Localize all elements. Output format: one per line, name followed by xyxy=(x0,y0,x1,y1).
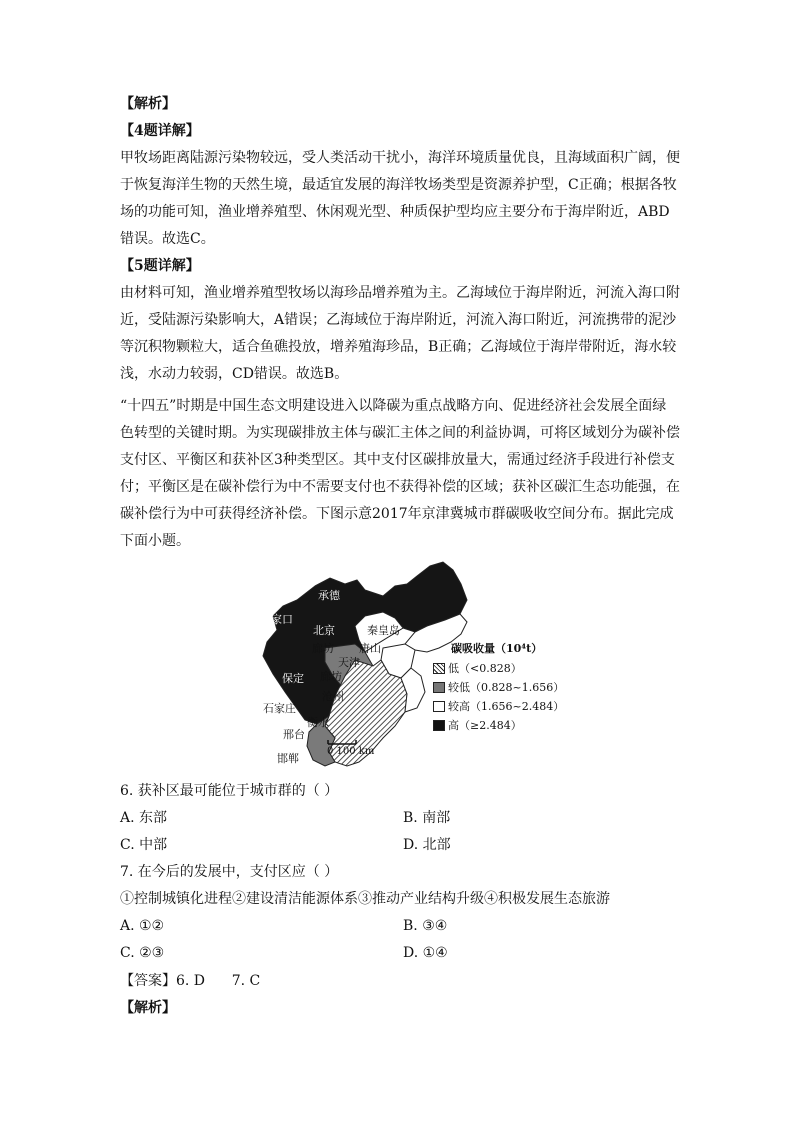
q7-option-d[interactable]: D. ①④ xyxy=(403,945,448,961)
legend-label-highish: 较高（1.656~2.484） xyxy=(448,700,565,713)
q6-option-c[interactable]: C. 中部 xyxy=(120,837,168,853)
q4-line-2: 于恢复海洋生物的天然生境，最适宜发展的海洋牧场类型是资源养护型，C正确；根据各牧 xyxy=(120,177,677,193)
q4-line-3: 场的功能可知，渔业增养殖型、休闲观光型、种质保护型均应主要分布于海岸附近，ABD xyxy=(120,204,670,220)
q6-option-d[interactable]: D. 北部 xyxy=(403,837,451,853)
analysis-heading-2: 【解析】 xyxy=(120,1000,176,1016)
q7-option-a[interactable]: A. ①② xyxy=(120,918,165,934)
legend-swatch-lowish xyxy=(433,682,445,693)
q5-line-1: 由材料可知，渔业增养殖型牧场以海珍品增养殖为主。乙海域位于海岸附近，河流入海口附 xyxy=(120,285,680,301)
q5-line-2: 近，受陆源污染影响大，A错误；乙海域位于海岸附近，河流入海口附近，河流携带的泥沙 xyxy=(120,312,677,328)
q7-stem: 7. 在今后的发展中，支付区应（ ） xyxy=(120,864,339,880)
passage-line-4: 付；平衡区是在碳补偿行为中不需要支付也不获得补偿的区域；获补区碳汇生态功能强，在 xyxy=(120,479,680,495)
passage-line-2: 色转型的关键时期。为实现碳排放主体与碳汇主体之间的利益协调，可将区域划分为碳补偿 xyxy=(120,425,680,441)
legend-item-high xyxy=(433,717,522,733)
city-shijiazhuang: 石家庄 xyxy=(263,702,296,715)
q6-stem: 6. 获补区最可能位于城市群的（ ） xyxy=(120,783,339,799)
map-scale-label: 0 100 km xyxy=(327,746,375,757)
q7-option-c[interactable]: C. ②③ xyxy=(120,945,165,961)
city-tianjin: 天津 xyxy=(338,656,360,669)
q5-line-4: 浅，水动力较弱，CD错误。故选B。 xyxy=(120,366,349,382)
passage-line-1: “十四五”时期是中国生态文明建设进入以降碳为重点战略方向、促进经济社会发展全面绿 xyxy=(120,398,667,414)
city-zhangjiakou: 张家口 xyxy=(260,613,293,626)
city-langfang: 廊坊 xyxy=(320,670,342,683)
city-beijing: 北京 xyxy=(313,624,335,637)
legend-item-highish xyxy=(433,698,564,714)
q7-choices: ①控制城镇化进程②建设清洁能源体系③推动产业结构升级④积极发展生态旅游 xyxy=(120,891,610,907)
city-cangzhou: 沧州 xyxy=(322,690,344,703)
passage-line-3: 支付区、平衡区和获补区3种类型区。其中支付区碳排放量大，需通过经济手段进行补偿支 xyxy=(120,452,675,468)
city-tangshan: 唐山 xyxy=(359,642,381,655)
legend-label-high: 高（≥2.484） xyxy=(448,719,522,732)
legend-swatch-high xyxy=(433,720,445,731)
legend-label-lowish: 较低（0.828~1.656） xyxy=(448,681,565,694)
q5-line-3: 等沉积物颗粒大，适合鱼礁投放，增养殖海珍品，B正确；乙海域位于海岸带附近，海水较 xyxy=(120,339,677,355)
analysis-heading: 【解析】 xyxy=(120,96,176,112)
legend-swatch-low xyxy=(433,663,445,674)
legend-title: 碳吸收量（10⁴t） xyxy=(451,642,543,655)
q4-line-4: 错误。故选C。 xyxy=(120,231,215,247)
city-chengde: 承德 xyxy=(318,589,340,602)
q6-option-b[interactable]: B. 南部 xyxy=(403,810,451,826)
q7-option-b[interactable]: B. ③④ xyxy=(403,918,448,934)
city-langfang-north: 廊坊 xyxy=(312,642,334,655)
legend-item-low xyxy=(433,660,522,676)
answer-line: 【答案】6. D 7. C xyxy=(120,973,261,989)
passage-line-6: 下面小题。 xyxy=(120,533,190,549)
city-baoding: 保定 xyxy=(282,672,304,685)
city-hengshui: 衡水 xyxy=(307,716,329,729)
city-xingtai: 邢台 xyxy=(283,728,305,741)
city-qinhuangdao: 秦皇岛 xyxy=(367,624,400,637)
legend-item-lowish xyxy=(433,679,564,695)
jingjinji-carbon-map xyxy=(255,556,565,774)
city-handan: 邯郸 xyxy=(277,752,299,765)
q6-option-a[interactable]: A. 东部 xyxy=(120,810,168,826)
legend-label-low: 低（<0.828） xyxy=(448,662,522,675)
q4-line-1: 甲牧场距离陆源污染物较远，受人类活动干扰小，海洋环境质量优良，且海域面积广阔，便 xyxy=(120,150,680,166)
q4-detail-heading: 【4题详解】 xyxy=(120,123,200,139)
passage-line-5: 碳补偿行为中可获得经济补偿。下图示意2017年京津冀城市群碳吸收空间分布。据此完成 xyxy=(120,506,674,522)
q5-detail-heading: 【5题详解】 xyxy=(120,258,200,274)
legend-swatch-highish xyxy=(433,701,445,712)
